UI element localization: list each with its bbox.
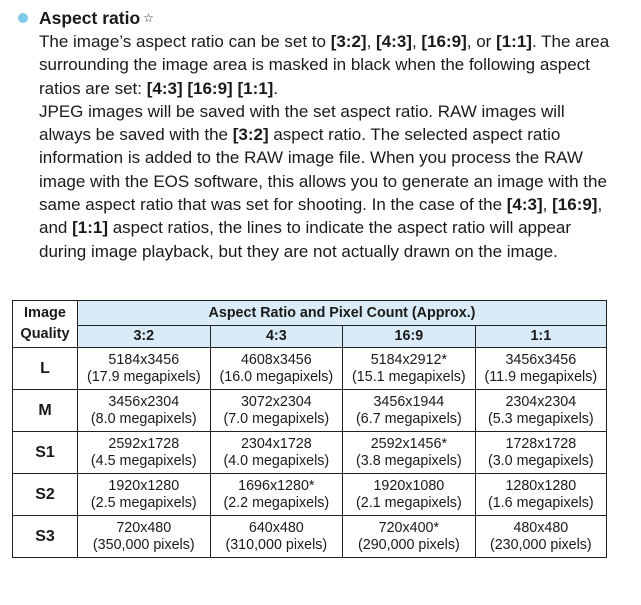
pixel-count: (350,000 pixels) bbox=[92, 536, 195, 553]
pixel-size: 640x480 bbox=[248, 519, 304, 536]
quality-label: S2 bbox=[13, 474, 78, 516]
table-cell bbox=[210, 348, 343, 390]
pixel-size: 720x480 bbox=[116, 519, 172, 536]
pixel-size: 720x400* bbox=[378, 519, 440, 536]
quality-header-line: Quality bbox=[20, 326, 70, 342]
pixel-count: (4.5 megapixels) bbox=[90, 452, 197, 469]
star-icon: ☆ bbox=[143, 11, 154, 25]
pixel-count: (2.5 megapixels) bbox=[90, 494, 197, 511]
pixel-size: 3456x2304 bbox=[108, 393, 180, 410]
pixel-count: (2.1 megapixels) bbox=[356, 494, 462, 511]
pixel-size: 1728x1728 bbox=[505, 435, 577, 452]
ratio-setting: [1:1] bbox=[72, 218, 108, 238]
table-row bbox=[13, 474, 607, 516]
table-cell bbox=[343, 516, 476, 558]
section-title: Aspect ratio bbox=[39, 8, 141, 28]
text-run: JPEG images will be saved with the set aspect ratio. RAW images will always be saved with the bbox=[39, 101, 565, 145]
ratio-header-row bbox=[13, 326, 607, 348]
pixel-count: (4.0 megapixels) bbox=[223, 452, 330, 469]
quality-header-line: Image bbox=[24, 305, 66, 321]
pixel-size: 2304x1728 bbox=[240, 435, 312, 452]
table-cell bbox=[343, 390, 476, 432]
quality-column-header bbox=[13, 301, 78, 348]
table-cell bbox=[475, 348, 606, 390]
pixel-size: 1920x1080 bbox=[373, 477, 445, 494]
text-run: . bbox=[273, 78, 279, 98]
ratio-header: 16:9 bbox=[343, 326, 476, 348]
text-run: , bbox=[542, 195, 553, 215]
table-cell bbox=[210, 390, 343, 432]
text-run: The image’s aspect ratio can be set to bbox=[39, 32, 331, 51]
pixel-count: (8.0 megapixels) bbox=[90, 410, 197, 427]
text-run: aspect ratio. The selected aspect ratio information is added to the RAW image file. When you process the RAW image with the EOS software, this allows you to generate an image with the same aspect ratio that was set for shooting. In the case of the bbox=[39, 125, 607, 215]
table-row bbox=[13, 390, 607, 432]
table-cell bbox=[78, 516, 211, 558]
table-cell bbox=[475, 516, 606, 558]
pixel-size: 480x480 bbox=[513, 519, 569, 536]
pixel-count: (230,000 pixels) bbox=[489, 536, 592, 553]
ratio-setting: [4:3] bbox=[146, 78, 183, 98]
table-row bbox=[13, 348, 607, 390]
table-row bbox=[13, 516, 607, 558]
table-cell bbox=[343, 474, 476, 516]
ratio-header: 4:3 bbox=[210, 326, 343, 348]
bullet-icon bbox=[18, 13, 28, 23]
pixel-size: 2592x1456* bbox=[370, 435, 448, 452]
table-cell bbox=[78, 432, 211, 474]
quality-label: S1 bbox=[13, 432, 78, 474]
table-cell bbox=[78, 348, 211, 390]
text-run: , bbox=[366, 32, 377, 51]
pixel-count: (16.0 megapixels) bbox=[219, 368, 334, 385]
table-cell bbox=[210, 516, 343, 558]
table-cell bbox=[475, 432, 606, 474]
section-heading bbox=[39, 7, 154, 29]
table-cell bbox=[210, 474, 343, 516]
ratio-setting: [1:1] bbox=[237, 78, 274, 98]
pixel-size: 1280x1280 bbox=[505, 477, 577, 494]
pixel-size: 3456x3456 bbox=[505, 351, 577, 368]
text-run: . The area surrounding the image area is masked in black when the following aspect ratios are set: bbox=[39, 32, 610, 98]
table-cell bbox=[78, 390, 211, 432]
pixel-size: 3072x2304 bbox=[240, 393, 312, 410]
table-cell bbox=[343, 348, 476, 390]
ratio-setting: [16:9] bbox=[552, 195, 598, 215]
table-cell bbox=[78, 474, 211, 516]
table-cell bbox=[210, 432, 343, 474]
pixel-size: 2304x2304 bbox=[505, 393, 577, 410]
table-row bbox=[13, 432, 607, 474]
ratio-setting: [4:3] bbox=[506, 195, 543, 215]
pixel-size: 1920x1280 bbox=[108, 477, 180, 494]
aspect-ratio-table bbox=[12, 300, 607, 558]
pixel-size: 1696x1280* bbox=[238, 477, 315, 494]
table-header-row bbox=[13, 301, 607, 326]
text-run: aspect ratios, the lines to indicate the aspect ratio will appear during image playback, but they are not actually drawn on the image. bbox=[39, 218, 572, 261]
text-run: , and bbox=[39, 195, 603, 238]
quality-label: M bbox=[13, 390, 78, 432]
section-body bbox=[39, 30, 619, 263]
pixel-count: (11.9 megapixels) bbox=[484, 368, 598, 385]
pixel-count: (17.9 megapixels) bbox=[86, 368, 201, 385]
text-run: , bbox=[411, 32, 422, 51]
pixel-size: 2592x1728 bbox=[108, 435, 180, 452]
pixel-count: (290,000 pixels) bbox=[358, 536, 460, 553]
quality-label: S3 bbox=[13, 516, 78, 558]
pixel-count: (1.6 megapixels) bbox=[487, 494, 594, 511]
ratio-setting: [4:3] bbox=[376, 32, 412, 51]
ratio-setting: [1:1] bbox=[496, 32, 532, 51]
paragraph-1 bbox=[39, 30, 619, 100]
table-cell bbox=[343, 432, 476, 474]
pixel-size: 5184x2912* bbox=[370, 351, 448, 368]
pixel-size: 5184x3456 bbox=[108, 351, 180, 368]
pixel-count: (3.8 megapixels) bbox=[356, 452, 462, 469]
pixel-count: (6.7 megapixels) bbox=[356, 410, 462, 427]
pixel-count: (5.3 megapixels) bbox=[487, 410, 594, 427]
ratio-setting: [3:2] bbox=[232, 125, 269, 145]
ratio-setting: [16:9] bbox=[187, 78, 233, 98]
table-cell bbox=[475, 474, 606, 516]
paragraph-2 bbox=[39, 100, 619, 263]
ratio-setting: [16:9] bbox=[421, 32, 467, 51]
pixel-count: (310,000 pixels) bbox=[225, 536, 328, 553]
pixel-count: (15.1 megapixels) bbox=[352, 368, 466, 385]
pixel-size: 3456x1944 bbox=[373, 393, 445, 410]
pixel-count: (2.2 megapixels) bbox=[223, 494, 330, 511]
group-header: Aspect Ratio and Pixel Count (Approx.) bbox=[78, 301, 607, 326]
table-cell bbox=[475, 390, 606, 432]
pixel-count: (7.0 megapixels) bbox=[223, 410, 330, 427]
text-run: , or bbox=[466, 32, 497, 51]
pixel-size: 4608x3456 bbox=[240, 351, 312, 368]
ratio-header: 3:2 bbox=[78, 326, 211, 348]
ratio-setting: [3:2] bbox=[330, 32, 367, 51]
pixel-count: (3.0 megapixels) bbox=[487, 452, 594, 469]
quality-label: L bbox=[13, 348, 78, 390]
ratio-header: 1:1 bbox=[475, 326, 606, 348]
